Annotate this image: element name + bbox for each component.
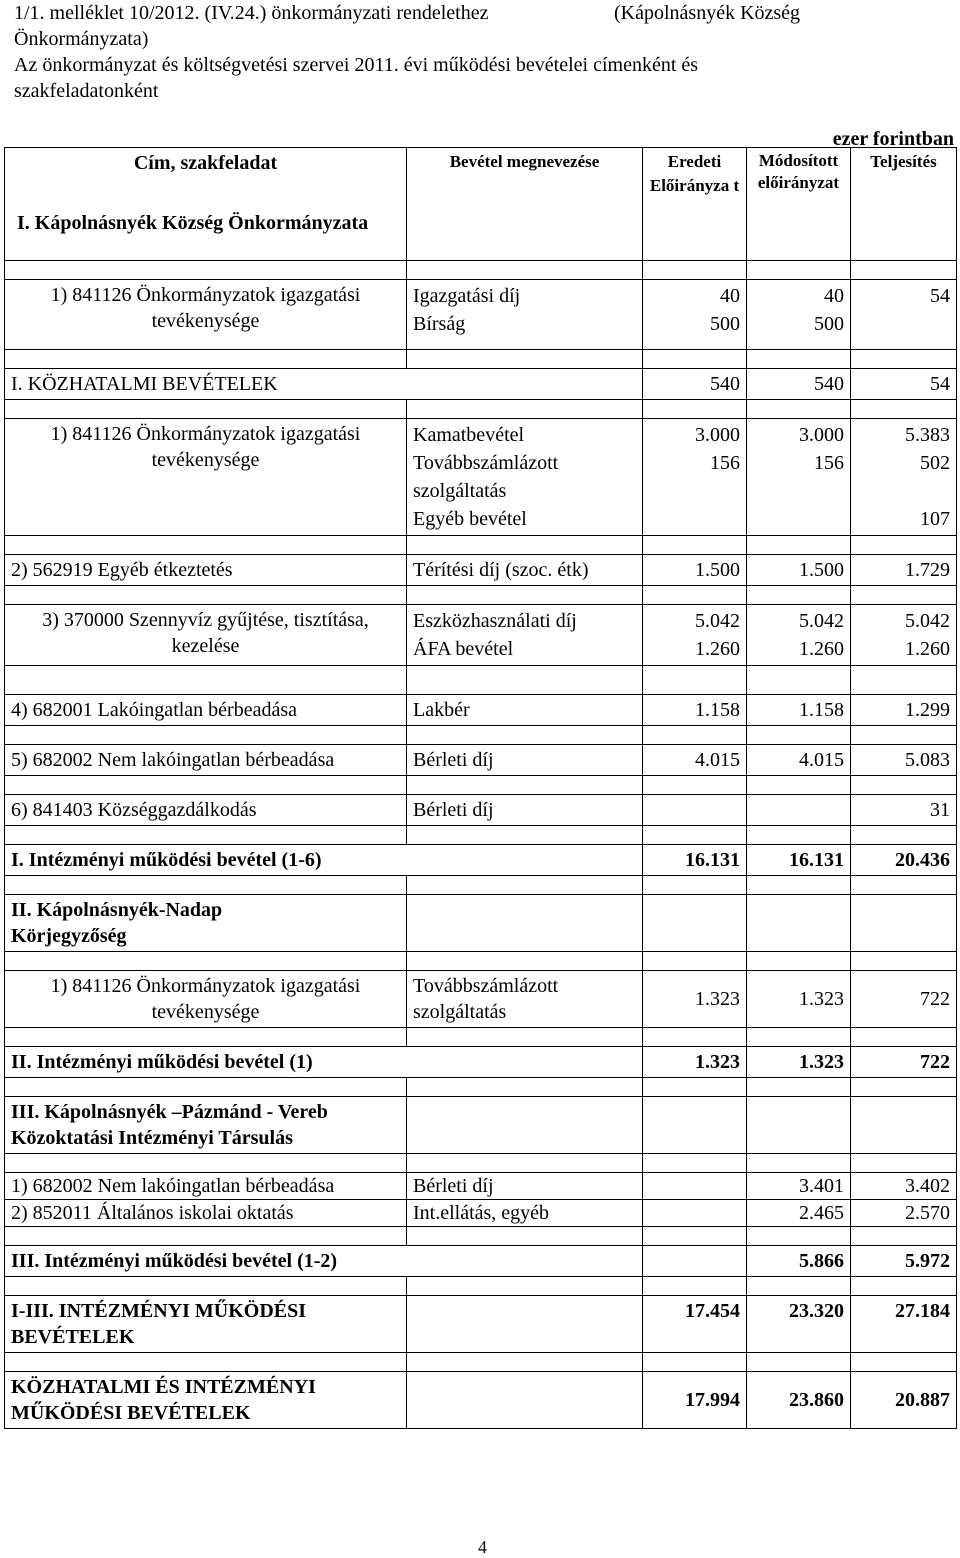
column-header-modified: Módosított előirányzat (747, 148, 851, 261)
cell-original (643, 1200, 747, 1227)
cell-fulfillment: 5.083 (851, 745, 957, 776)
cell-original: 1.260 (695, 638, 740, 660)
cell-original: 1.500 (643, 555, 747, 586)
column-header-title: Cím, szakfeladat (133, 152, 278, 174)
row-item: ÁFA bevétel (413, 638, 514, 660)
cell-original: 156 (710, 452, 740, 474)
row-item: Int.ellátás, egyéb (407, 1200, 643, 1227)
row-title: 3) 370000 Szennyvíz gyűjtése, tisztítása, kezelése (5, 605, 407, 666)
row-item: Lakbér (407, 695, 643, 726)
cell-modified: 16.131 (747, 845, 851, 876)
subtotal-label: I. Intézményi működési bevétel (1-6) (5, 845, 643, 876)
cell-fulfillment: 107 (920, 508, 950, 530)
cell-modified: 500 (814, 313, 844, 335)
header-line-1 (14, 0, 954, 26)
column-header-original: Eredeti Előirányza t (643, 148, 747, 261)
cell-fulfillment: 5.972 (851, 1246, 957, 1277)
row-item: Bírság (413, 313, 466, 335)
cell-fulfillment: 722 (851, 1047, 957, 1078)
total-row (5, 1296, 957, 1353)
cell-original: 1.323 (643, 971, 747, 1028)
grand-total-row (5, 1372, 957, 1429)
cell-original: 540 (643, 369, 747, 400)
cell-fulfillment: 5.383 (905, 424, 950, 446)
row-item: Eszközhasználati díj (413, 610, 577, 632)
table-row (5, 1173, 957, 1200)
cell-modified: 23.860 (747, 1372, 851, 1429)
table-row (5, 419, 957, 536)
column-header-fulfillment: Teljesítés (851, 148, 957, 261)
subtotal-row (5, 369, 957, 400)
row-title: 1) 841126 Önkormányzatok igazgatási tevékenysége (5, 971, 407, 1028)
cell-original: 4.015 (643, 745, 747, 776)
cell-modified: 3.000 (799, 424, 844, 446)
document-header (14, 0, 954, 104)
row-title: 4) 682001 Lakóingatlan bérbeadása (5, 695, 407, 726)
cell-original: 40 (720, 285, 740, 307)
row-item: Kamatbevétel (413, 424, 525, 446)
row-title: 1) 841126 Önkormányzatok igazgatási tevékenysége (5, 280, 407, 350)
cell-modified: 1.500 (747, 555, 851, 586)
cell-original (643, 1173, 747, 1200)
unit-label: ezer forintban (832, 128, 954, 150)
table-row (5, 555, 957, 586)
row-item: Bérleti díj (407, 745, 643, 776)
cell-fulfillment: 3.402 (851, 1173, 957, 1200)
subtotal-row (5, 845, 957, 876)
cell-original: 500 (710, 313, 740, 335)
row-item: Továbbszámlázott szolgáltatás (407, 971, 643, 1028)
document-title-line-2: szakfeladatonként (14, 80, 159, 102)
subtotal-row (5, 1047, 957, 1078)
row-item: Bérleti díj (407, 795, 643, 826)
subtotal-label: I. KÖZHATALMI BEVÉTELEK (5, 369, 643, 400)
row-item: Bérleti díj (407, 1173, 643, 1200)
cell-modified: 4.015 (747, 745, 851, 776)
cell-fulfillment: 54 (930, 285, 950, 307)
document-title-line-1: Az önkormányzat és költségvetési szervei 2011. évi működési bevételei címenként és (14, 54, 699, 76)
cell-fulfillment: 27.184 (851, 1296, 957, 1353)
revenue-table (4, 147, 957, 1429)
cell-fulfillment: 722 (851, 971, 957, 1028)
row-title: 2) 852011 Általános iskolai oktatás (5, 1200, 407, 1227)
section-title-1: I. Kápolnásnyék Község Önkormányzata (17, 212, 369, 234)
cell-original (643, 1246, 747, 1277)
cell-original: 5.042 (695, 610, 740, 632)
subtotal-label: III. Intézményi működési bevétel (1-2) (5, 1246, 643, 1277)
section-title-2: II. Kápolnásnyék-Nadap Körjegyzőség (5, 895, 407, 952)
grand-total-label: KÖZHATALMI ÉS INTÉZMÉNYI MŰKÖDÉSI BEVÉTELEK (5, 1372, 407, 1429)
section-header-row (5, 895, 957, 952)
column-header-revenue-name: Bevétel megnevezése (407, 148, 643, 261)
table-row (5, 605, 957, 666)
cell-fulfillment: 502 (920, 452, 950, 474)
table-row (5, 971, 957, 1028)
row-item: Térítési díj (szoc. étk) (407, 555, 643, 586)
cell-fulfillment: 1.729 (851, 555, 957, 586)
cell-original (643, 795, 747, 826)
cell-modified: 1.158 (747, 695, 851, 726)
cell-original: 17.994 (643, 1372, 747, 1429)
table-row (5, 1200, 957, 1227)
row-title: 1) 682002 Nem lakóingatlan bérbeadása (5, 1173, 407, 1200)
table-row (5, 280, 957, 350)
row-title: 5) 682002 Nem lakóingatlan bérbeadása (5, 745, 407, 776)
table-row (5, 795, 957, 826)
cell-fulfillment: 5.042 (905, 610, 950, 632)
section-header-row (5, 1097, 957, 1154)
cell-modified: 540 (747, 369, 851, 400)
cell-fulfillment: 1.299 (851, 695, 957, 726)
header-line-2: Önkormányzata) (14, 28, 149, 50)
cell-modified: 1.323 (747, 971, 851, 1028)
cell-modified: 1.323 (747, 1047, 851, 1078)
cell-modified: 5.866 (747, 1246, 851, 1277)
cell-original: 16.131 (643, 845, 747, 876)
cell-modified: 3.401 (747, 1173, 851, 1200)
cell-original: 17.454 (643, 1296, 747, 1353)
section-title-3: III. Kápolnásnyék –Pázmánd - Vereb Közoktatási Intézményi Társulás (5, 1097, 407, 1154)
cell-fulfillment: 54 (851, 369, 957, 400)
subtotal-row (5, 1246, 957, 1277)
cell-modified: 1.260 (799, 638, 844, 660)
cell-fulfillment: 31 (851, 795, 957, 826)
cell-modified: 40 (824, 285, 844, 307)
cell-modified: 5.042 (799, 610, 844, 632)
cell-modified: 156 (814, 452, 844, 474)
column-header-row (5, 148, 957, 261)
cell-fulfillment: 20.887 (851, 1372, 957, 1429)
cell-modified: 23.320 (747, 1296, 851, 1353)
page-number: 4 (478, 1537, 487, 1557)
row-title: 1) 841126 Önkormányzatok igazgatási tevékenysége (5, 419, 407, 536)
cell-original: 3.000 (695, 424, 740, 446)
cell-fulfillment: 20.436 (851, 845, 957, 876)
total-label: I-III. INTÉZMÉNYI MŰKÖDÉSI BEVÉTELEK (5, 1296, 407, 1353)
cell-fulfillment: 2.570 (851, 1200, 957, 1227)
row-title: 2) 562919 Egyéb étkeztetés (5, 555, 407, 586)
table-row (5, 745, 957, 776)
subtotal-label: II. Intézményi működési bevétel (1) (5, 1047, 643, 1078)
cell-original: 1.158 (643, 695, 747, 726)
table-row (5, 695, 957, 726)
cell-modified (747, 795, 851, 826)
cell-original: 1.323 (643, 1047, 747, 1078)
row-item: Egyéb bevétel (413, 508, 527, 530)
cell-modified: 2.465 (747, 1200, 851, 1227)
municipality-name: (Kápolnásnyék Község (614, 2, 801, 24)
cell-fulfillment: 1.260 (905, 638, 950, 660)
row-item: Továbbszámlázott szolgáltatás (413, 452, 559, 502)
decree-reference: 1/1. melléklet 10/2012. (IV.24.) önkormányzati rendelethez (14, 2, 489, 24)
row-title: 6) 841403 Községgazdálkodás (5, 795, 407, 826)
row-item: Igazgatási díj (413, 285, 521, 307)
